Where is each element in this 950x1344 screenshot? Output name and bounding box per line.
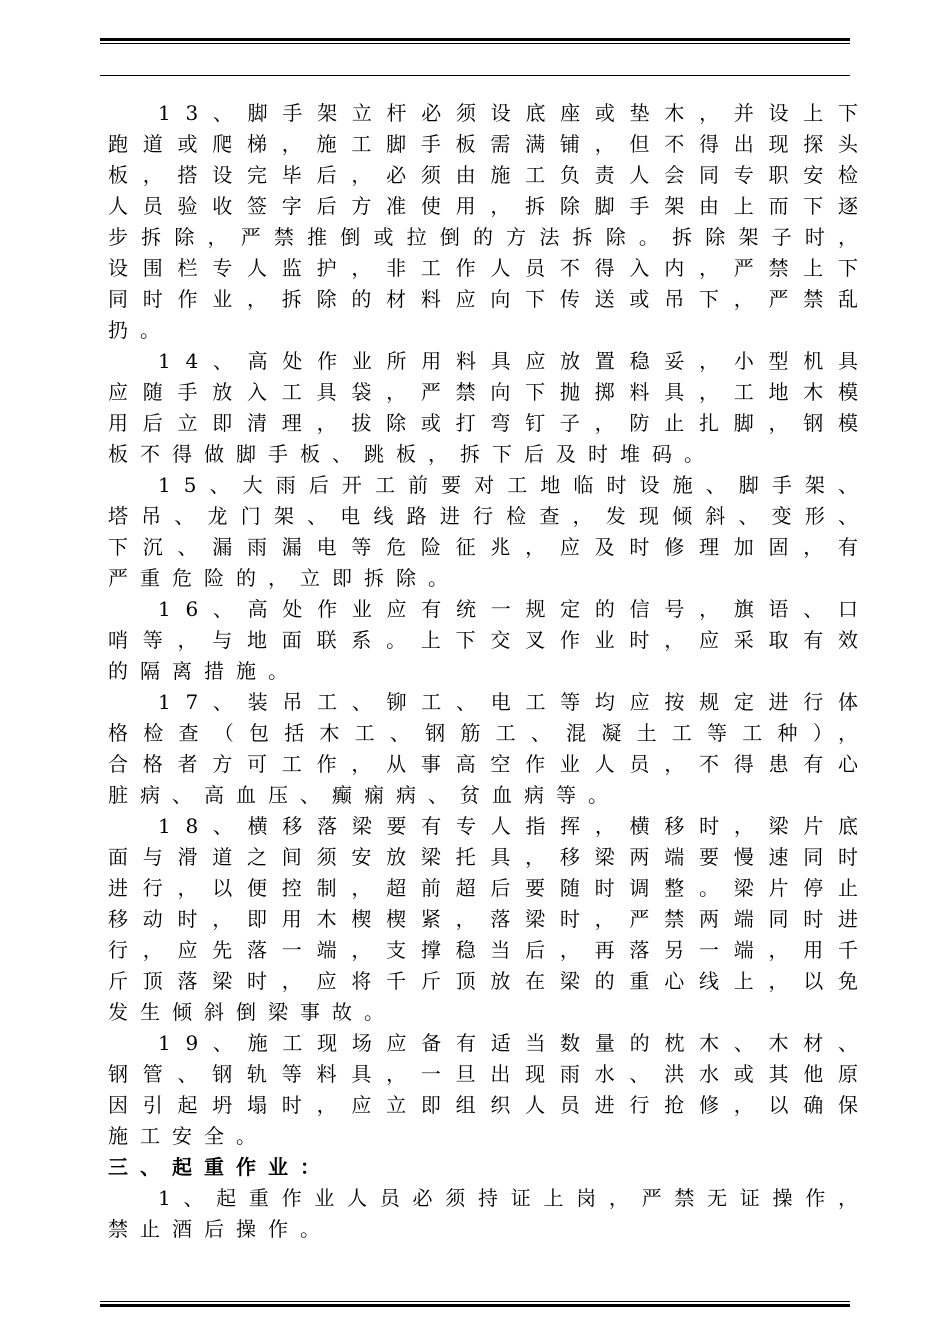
paragraph-line: 因引起坍塌时，应立即组织人员进行抢修，以确保 <box>108 1093 873 1117</box>
header-rule-thick <box>100 38 850 41</box>
paragraph-line: 施工安全。 <box>108 1124 268 1148</box>
paragraph-line: 严重危险的，立即拆除。 <box>108 566 460 590</box>
paragraph-line: 同时作业，拆除的材料应向下传送或吊下，严禁乱 <box>108 287 873 311</box>
paragraph-line: 13、脚手架立杆必须设底座或垫木，并设上下 <box>158 101 873 125</box>
paragraph-line: 发生倾斜倒梁事故。 <box>108 1000 396 1024</box>
paragraph-line: 设围栏专人监护，非工作人员不得入内，严禁上下 <box>108 256 873 280</box>
paragraph-line: 19、施工现场应备有适当数量的枕木、木材、 <box>158 1031 873 1055</box>
paragraph-line: 16、高处作业应有统一规定的信号，旗语、口 <box>158 597 873 621</box>
paragraph-line: 进行，以便控制，超前超后要随时调整。梁片停止 <box>108 876 873 900</box>
paragraph-line: 脏病、高血压、癫痫病、贫血病等。 <box>108 783 620 807</box>
paragraph-line: 17、装吊工、铆工、电工等均应按规定进行体 <box>158 690 873 714</box>
paragraph-line: 1、起重作业人员必须持证上岗，严禁无证操作， <box>158 1186 871 1210</box>
header-underline <box>100 75 850 76</box>
paragraph-line: 斤顶落梁时，应将千斤顶放在梁的重心线上，以免 <box>108 969 873 993</box>
paragraph-line: 扔。 <box>108 318 172 342</box>
paragraph-line: 合格者方可工作，从事高空作业人员，不得患有心 <box>108 752 873 776</box>
paragraph-line: 行，应先落一端，支撑稳当后，再落另一端，用千 <box>108 938 873 962</box>
paragraph-line: 应随手放入工具袋，严禁向下抛掷料具，工地木模 <box>108 380 873 404</box>
paragraph-line: 跑道或爬梯，施工脚手板需满铺，但不得出现探头 <box>108 132 873 156</box>
paragraph-line: 格检查（包括木工、钢筋工、混凝土工等工种）， <box>108 721 874 745</box>
paragraph-line: 18、横移落梁要有专人指挥，横移时，梁片底 <box>158 814 873 838</box>
footer-rule-thick <box>100 1304 850 1307</box>
footer-rule-thin <box>100 1301 850 1302</box>
paragraph-line: 人员验收签字后方准使用，拆除脚手架由上而下逐 <box>108 194 873 218</box>
paragraph-line: 面与滑道之间须安放梁托具，移梁两端要慢速同时 <box>108 845 873 869</box>
paragraph-line: 用后立即清理，拔除或打弯钉子，防止扎脚，钢模 <box>108 411 873 435</box>
paragraph-line: 下沉、漏雨漏电等危险征兆，应及时修理加固，有 <box>108 535 873 559</box>
paragraph-line: 移动时，即用木楔楔紧，落梁时，严禁两端同时进 <box>108 907 873 931</box>
paragraph-line: 板，搭设完毕后，必须由施工负责人会同专职安检 <box>108 163 873 187</box>
header-rule-thin <box>100 43 850 44</box>
paragraph-line: 钢管、钢轨等料具，一旦出现雨水、洪水或其他原 <box>108 1062 873 1086</box>
paragraph-line: 哨等，与地面联系。上下交叉作业时，应采取有效 <box>108 628 873 652</box>
section-heading: 三、起重作业： <box>108 1155 332 1179</box>
paragraph-line: 的隔离措施。 <box>108 659 300 683</box>
paragraph-line: 板不得做脚手板、跳板，拆下后及时堆码。 <box>108 442 716 466</box>
paragraph-line: 15、大雨后开工前要对工地临时设施、脚手架、 <box>158 473 872 497</box>
paragraph-line: 禁止酒后操作。 <box>108 1217 332 1241</box>
paragraph-line: 14、高处作业所用料具应放置稳妥，小型机具 <box>158 349 873 373</box>
paragraph-line: 步拆除，严禁推倒或拉倒的方法拆除。拆除架子时， <box>108 225 872 249</box>
paragraph-line: 塔吊、龙门架、电线路进行检查，发现倾斜、变形、 <box>108 504 872 528</box>
